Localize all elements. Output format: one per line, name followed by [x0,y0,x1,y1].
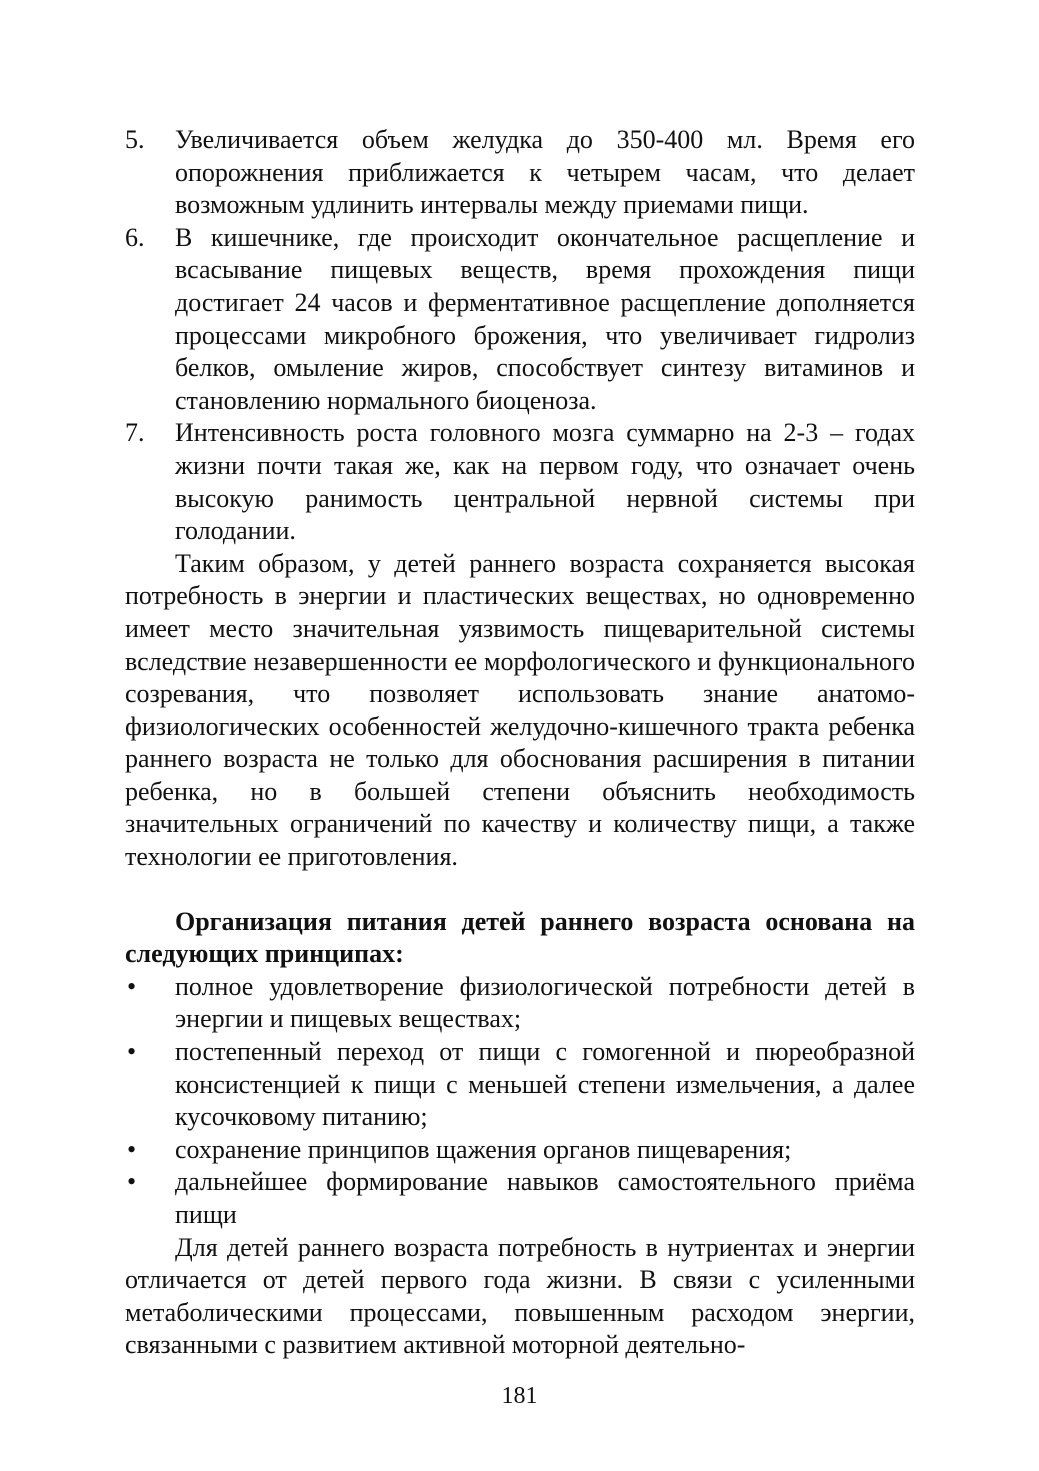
bullet-item [125,1166,915,1231]
list-number: 5. [125,125,145,154]
list-item-text: Увеличивается объем желудка до 350-400 мл. Время его опорожнения приближается к четырем часам, что делает возможным удлинить интервалы между приемами пищи. [175,125,915,220]
list-number: 7. [125,418,145,448]
list-item-text: В кишечнике, где происходит окончательное расщепление и всасывание пищевых веществ, время прохождения пищи достигает 24 часов и ферментативное расщепление дополняется процессами микробного брожения, что увеличивает гидролиз белков, омыление жиров, способствует синтезу витаминов и становлению нормального биоценоза. [175,222,915,415]
bullet-icon: • [127,971,137,1001]
bullet-item-text: полное удовлетворение физиологической потребности детей в энергии и пищевых веществах; [175,971,915,1034]
page-number: 181 [501,1383,538,1409]
section-heading: Организация питания детей раннего возраста основана на следующих принципах: [125,906,915,969]
numbered-item-6 [125,222,915,418]
bullet-icon: • [127,1037,137,1067]
bullet-icon: • [127,1134,137,1164]
bullet-item-text: дальнейшее формирование навыков самостоятельного приёма пищи [175,1167,915,1229]
bullet-item-text: сохранение принципов щажения органов пищеварения; [175,1134,792,1164]
body-paragraph: Для детей раннего возраста потребность в нутриентах и энергии отличается от детей первого года жизни. В связи с усиленными метаболическими процессами, повышенным расходом энергии, связанными с развитием активной моторной деятельно- [125,1232,915,1360]
bullet-item [125,1036,915,1134]
numbered-item-5 [125,124,915,222]
bullet-item [125,971,915,1036]
body-paragraph: Таким образом, у детей раннего возраста сохраняется высокая потребность в энергии и пластических веществах, но одновременно имеет место значительная уязвимость пищеварительной системы вследствие незавершенности ее морфологического и функционального созревания, что позволяет использовать знание анатомо-физиологических особенностей желудочно-кишечного тракта ребенка раннего возраста не только для обоснования расширения в питании ребенка, но в большей степени объяснить необходимость значительных ограничений по качеству и количеству пищи, а также технологии ее приготовления. [125,548,915,872]
numbered-item-7 [125,417,915,547]
bullet-item [125,1134,915,1167]
bullet-item-text: постепенный переход от пищи с гомогенной и пюреобразной консистенцией к пищи с меньшей степени измельчения, а далее кусочковому питанию; [175,1037,915,1132]
page-body [125,124,915,1362]
list-item-text: Интенсивность роста головного мозга суммарно на 2-3 – годах жизни почти такая же, как на первом году, что означает очень высокую ранимость центральной нервной системы при голодании. [175,418,915,546]
list-number: 6. [125,222,145,252]
bullet-icon: • [127,1167,137,1197]
